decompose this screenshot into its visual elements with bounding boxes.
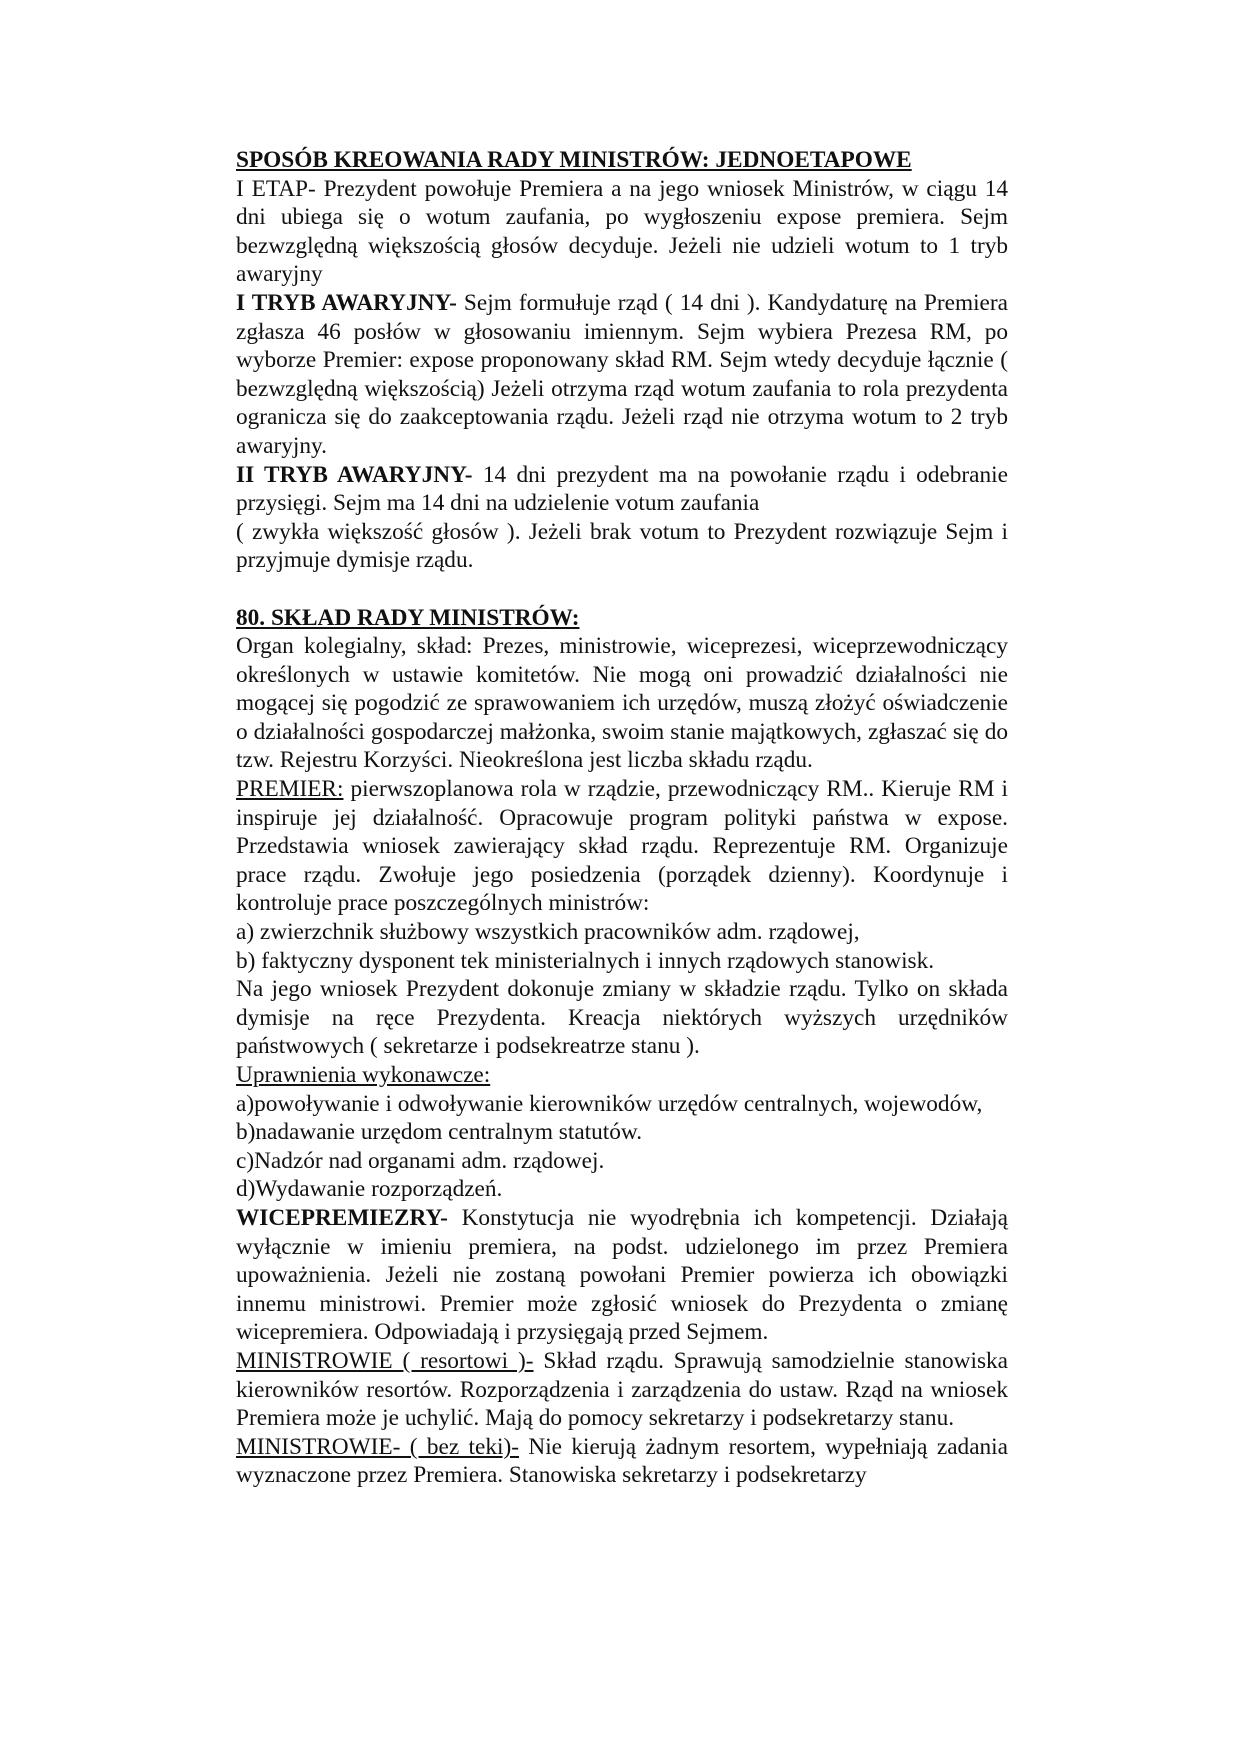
paragraph-ministers-departmental <box>236 1347 1008 1433</box>
emergency-one-label: I TRYB AWARYJNY- <box>236 289 457 316</box>
paragraph-stage-one <box>236 175 1008 289</box>
executive-point-b: b)nadawanie urzędom centralnym statutów. <box>236 1119 643 1146</box>
executive-point-c: c)Nadzór nad organami adm. rządowej. <box>236 1147 605 1174</box>
emergency-one-text: Sejm formułuje rząd ( 14 dni ). Kandydaturę na Premiera zgłasza 46 posłów w głosowaniu imiennym. Sejm wybiera Prezesa RM, po wyborze Premier: expose proponowany skład RM. Sejm wtedy decyduje łącznie ( bezwzględną większością) Jeżeli otrzyma rząd wotum zaufania to rola prezydenta ogranicza się do zaakceptowania rządu. Jeżeli rząd nie otrzyma wotum to 2 tryb awaryjny. <box>236 289 1008 459</box>
ministers-without-portfolio-label: MINISTROWIE- ( bez teki)- <box>236 1433 520 1460</box>
emergency-two-text: 14 dni prezydent ma na powołanie rządu i odebranie przysięgi. Sejm ma 14 dni na udzielenie votum zaufania <box>236 461 1008 517</box>
section-heading-creation: SPOSÓB KREOWANIA RADY MINISTRÓW: JEDNOETAPOWE <box>236 147 912 173</box>
paragraph-emergency-one <box>236 289 1008 461</box>
executive-point-a: a)powoływanie i odwoływanie kierowników urzędów centralnych, wojewodów, <box>236 1090 983 1117</box>
premier-point-b: b) faktyczny dysponent tek ministerialnych i innych rządowych stanowisk. <box>236 947 935 974</box>
executive-powers-heading: Uprawnienia wykonawcze: <box>236 1062 491 1088</box>
executive-point-d: d)Wydawanie rozporządzeń. <box>236 1176 503 1203</box>
premier-label: PREMIER: <box>236 776 344 803</box>
ministers-departmental-label: MINISTROWIE ( resortowi )- <box>236 1347 534 1374</box>
section-heading-composition: 80. SKŁAD RADY MINISTRÓW: <box>236 604 580 631</box>
vice-premiers-label: WICEPREMIEZRY- <box>236 1204 448 1231</box>
spacer <box>236 575 1008 604</box>
paragraph-emergency-two <box>236 461 1008 518</box>
paragraph-vice-premiers <box>236 1204 1008 1347</box>
paragraph-ministers-without-portfolio <box>236 1433 1008 1490</box>
premier-point-a: a) zwierzchnik służbowy wszystkich pracowników adm. rządowej, <box>236 919 860 946</box>
ministers-without-portfolio-text: Nie kierują żadnym resortem, wypełniają zadania wyznaczone przez Premiera. Stanowiska sekretarzy i podsekretarzy <box>236 1433 1008 1489</box>
vice-premiers-text: Konstytucja nie wyodrębnia ich kompetencji. Działają wyłącznie w imieniu premiera, na podst. udzielonego im przez Premiera upoważnienia. Jeżeli nie zostaną powołani Premier powierza ich obowiązki innemu ministrowi. Premier może zgłosić wniosek do Prezydenta o zmianę wicepremiera. Odpowiadają i przysięgają przed Sejmem. <box>236 1204 1008 1346</box>
paragraph-premier <box>236 775 1008 918</box>
paragraph-composition-intro: Organ kolegialny, skład: Prezes, ministrowie, wiceprezesi, wiceprzewodniczący określonych w ustawie komitetów. Nie mogą oni prowadzić działalności nie mogącej się pogodzić ze sprawowaniem ich urzędów, muszą złożyć oświadczenie o działalności gospodarczej małżonka, swoim stanie majątkowych, zgłaszać się do tzw. Rejestru Korzyści. Nieokreślona jest liczba składu rządu. <box>236 633 1008 774</box>
stage-one-text: Prezydent powołuje Premiera a na jego wniosek Ministrów, w ciągu 14 dni ubiega się o wotum zaufania, po wygłoszeniu expose premiera. Sejm bezwzględną większością głosów decyduje. Jeżeli nie udzieli wotum to 1 tryb awaryjny <box>236 175 1009 288</box>
premier-text: pierwszoplanowa rola w rządzie, przewodniczący RM.. Kieruje RM i inspiruje jej działalność. Opracowuje program polityki państwa w expose. Przedstawia wniosek zawierający skład rządu. Reprezentuje RM. Organizuje prace rządu. Zwołuje jego posiedzenia (porządek dzienny). Koordynuje i kontroluje prace poszczególnych ministrów: <box>236 776 1008 917</box>
ministers-departmental-text: Skład rządu. Sprawują samodzielnie stanowiska kierowników resortów. Rozporządzenia i zarządzenia do ustaw. Rząd na wniosek Premiera może je uchylić. Mają do pomocy sekretarzy i podsekretarzy stanu. <box>236 1347 1008 1432</box>
paragraph-premier-more: Na jego wniosek Prezydent dokonuje zmiany w składzie rządu. Tylko on składa dymisje na ręce Prezydenta. Kreacja niektórych wyższych urzędników państwowych ( sekretarze i podsekreatrze stanu ). <box>236 976 1008 1060</box>
paragraph-emergency-two-continued: ( zwykła większość głosów ). Jeżeli brak votum to Prezydent rozwiązuje Sejm i przyjmuje dymisje rządu. <box>236 518 1008 574</box>
document-page <box>236 146 1008 1490</box>
stage-one-label: I ETAP- <box>236 175 316 202</box>
emergency-two-label: II TRYB AWARYJNY- <box>236 461 473 488</box>
